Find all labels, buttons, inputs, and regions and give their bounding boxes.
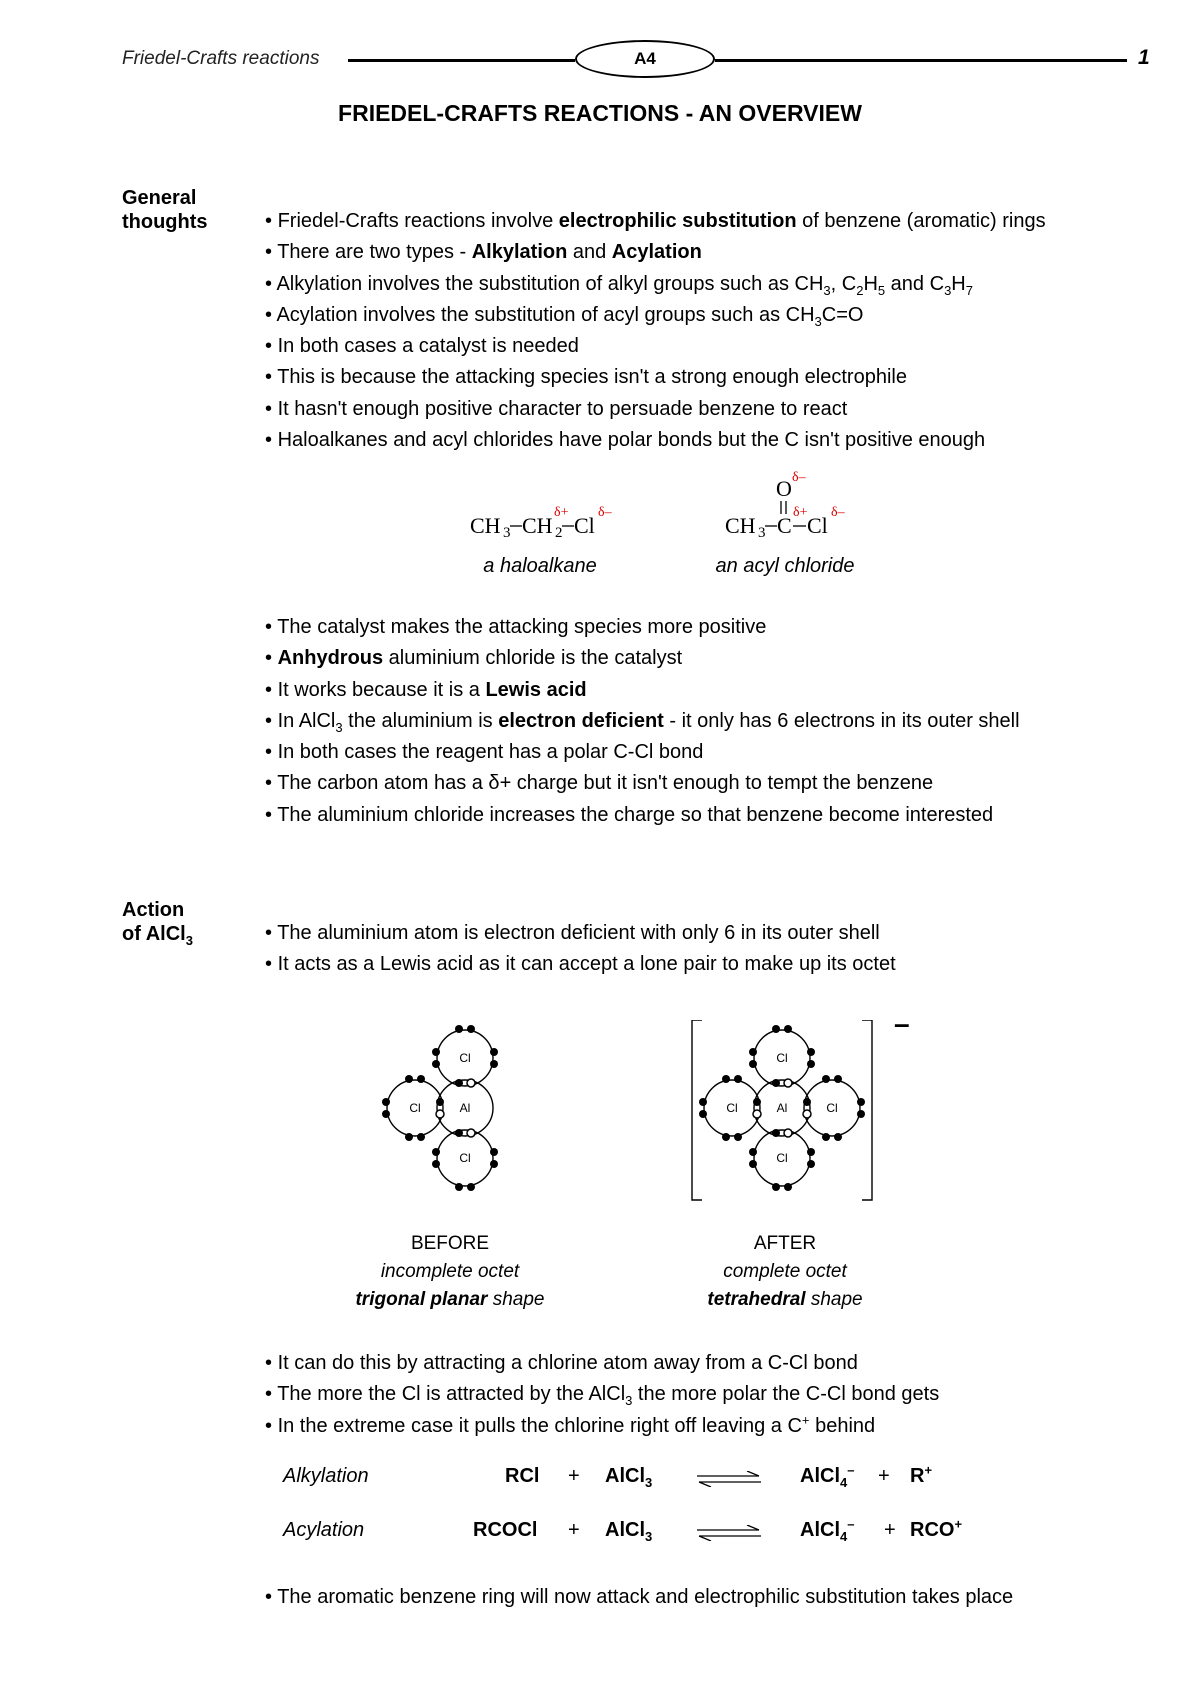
bullet-item: • In both cases a catalyst is needed [265,335,579,358]
electron-dot [803,1098,811,1106]
delta-minus-label: δ– [792,470,806,485]
electron-dot [772,1183,780,1191]
chlorine-atom-label: Cl [459,1151,471,1165]
aluminium-electron [784,1079,792,1087]
electron-dot [834,1133,842,1141]
aluminium-atom-label: Al [776,1101,788,1115]
section-code-badge [575,40,715,78]
bullet-item: • The carbon atom has a δ+ charge but it isn't enough to tempt the benzene [265,772,934,795]
plus-sign: + [884,1519,896,1541]
electron-dot [749,1148,757,1156]
final-bullet [265,1582,1013,1613]
electron-dot [455,1183,463,1191]
bullet-item: • In the extreme case it pulls the chlorine right off leaving a C+ behind [265,1411,876,1437]
bullet-item: • This is because the attacking species isn't a strong enough electrophile [265,366,907,389]
label-line-1: Action [122,899,185,921]
bullet-item: • Anhydrous aluminium chloride is the catalyst [265,647,683,670]
electron-dot [432,1160,440,1168]
label-line-2: thoughts [122,211,208,233]
haloalkane-bonds [470,495,620,555]
electron-dot [436,1098,444,1106]
chlorine-atom-label: Cl [726,1101,738,1115]
chlorine-atom-label: Cl [409,1101,421,1115]
delta-minus-label: δ– [598,505,612,520]
haloalkane-atom: Cl [574,513,595,538]
electron-dot [749,1160,757,1168]
equation-product-1: AlCl$_4$– [800,1462,855,1490]
equation-reactant: RCl [505,1465,540,1487]
electron-dot [753,1098,761,1106]
electron-dot [490,1048,498,1056]
equation-alkylation [0,1462,1200,1505]
electron-dot [432,1060,440,1068]
equation-name: Acylation [283,1519,365,1541]
bullet-item: • The aluminium chloride increases the charge so that benzene become interested [265,803,994,826]
electron-dot [699,1098,707,1106]
general-bullets [265,206,1046,456]
right-bracket [862,1020,872,1200]
acyl-atom: Cl [807,513,828,538]
electron-dot [807,1160,815,1168]
label-line-1: General [122,187,197,209]
before-shape: trigonal planar shape [355,1289,545,1310]
after-state: AFTER [753,1233,817,1254]
electron-dot [772,1129,780,1137]
aluminium-atom-label: Al [459,1101,471,1115]
left-bracket [692,1020,702,1200]
equation-name: Alkylation [283,1465,369,1487]
acyl-atom: O [776,476,792,501]
electron-dot [749,1048,757,1056]
electron-dot [432,1048,440,1056]
electron-dot [432,1148,440,1156]
electron-dot [734,1075,742,1083]
plus-sign: + [568,1519,580,1541]
delta-plus-label: δ+ [554,505,569,520]
section-label-action [122,898,193,946]
section-label-general [122,186,208,234]
header-rule-right [715,59,1127,62]
bullet-item: • In AlCl$_3$ the aluminium is electron deficient - it only has 6 electrons in its outer shell [265,709,1020,735]
tetrachloroaluminate-after [692,1020,872,1200]
acyl-atom: CH [725,513,756,538]
electron-dot [807,1148,815,1156]
electron-dot [784,1183,792,1191]
plus-sign: + [568,1465,580,1487]
plus-sign: + [878,1465,890,1487]
electron-dot [382,1110,390,1118]
electron-dot [722,1133,730,1141]
acyl-bonds [725,470,865,550]
aluminium-electron [436,1110,444,1118]
electron-dot [722,1075,730,1083]
bullet-item: • Acylation involves the substitution of acyl groups such as $CH_3C=O$ [265,303,864,329]
electron-dot [699,1110,707,1118]
aluminium-electron [784,1129,792,1137]
electron-dot [857,1110,865,1118]
electron-dot [405,1075,413,1083]
acyl-atom: C [777,513,792,538]
bullet-item: • It works because it is a Lewis acid [265,678,587,701]
catalyst-bullets [265,612,1020,831]
bullet-item: • It hasn't enough positive character to persuade benzene to react [265,397,848,420]
electron-dot [417,1075,425,1083]
bullet-item: • In both cases the reagent has a polar C-Cl bond [265,741,704,764]
acyl-sub: 3 [758,525,766,541]
electron-dot [490,1160,498,1168]
equation-product-2: RCO+ [910,1516,963,1541]
page-number: 1 [1138,46,1150,69]
aluminium-chloride-before [382,1025,498,1191]
electron-dot [772,1079,780,1087]
equation-reactant: RCOCl [473,1519,538,1541]
bullet-item: • The aluminium atom is electron deficient with only 6 in its outer shell [265,922,880,944]
header-rule-left [348,59,575,62]
acyl-caption: an acyl chloride [715,555,855,577]
electron-dot [834,1075,842,1083]
haloalkane-caption: a haloalkane [483,555,597,577]
haloalkane-atom: CH [522,513,553,538]
page-title: FRIEDEL-CRAFTS REACTIONS - AN OVERVIEW [338,100,862,126]
anion-charge: – [894,1008,910,1039]
equilibrium-arrow-icon [697,1471,761,1487]
equation-catalyst: AlCl$_3$ [605,1465,653,1490]
after-octet: complete octet [723,1261,847,1282]
bullet-item: • It can do this by attracting a chlorine atom away from a C-Cl bond [265,1352,858,1374]
electron-dot [807,1060,815,1068]
bullet-item: • Haloalkanes and acyl chlorides have polar bonds but the C isn't positive enough [265,429,986,452]
electron-dot [822,1133,830,1141]
electron-dot [734,1133,742,1141]
electron-dot [490,1060,498,1068]
bullet-item: • The more the Cl is attracted by the AlCl$_3$ the more polar the C-Cl bond gets [265,1383,940,1409]
electron-dot [467,1183,475,1191]
after-caption [680,1230,890,1314]
electron-dot [784,1025,792,1033]
aluminium-electron [467,1079,475,1087]
dot-cross-diagrams [370,1020,930,1220]
electron-dot [417,1133,425,1141]
label-line-2: of AlCl$_3$ [122,923,193,948]
electron-dot [857,1098,865,1106]
before-caption [350,1230,550,1314]
equation-product-2: R+ [910,1462,933,1487]
electron-dot [822,1075,830,1083]
bullet-item: • The catalyst makes the attacking species more positive [265,616,767,638]
haloalkane-sub: 2 [555,525,563,541]
aluminium-electron [803,1110,811,1118]
bullet-item: • Alkylation involves the substitution of alkyl groups such as $CH_3$, $C_2H_5$ and $C_3H_7$ [265,272,973,298]
bullet-item: • Friedel-Crafts reactions involve electrophilic substitution of benzene (aromatic) rings [265,210,1046,232]
mechanism-bullets [265,1348,939,1442]
aluminium-electron [753,1110,761,1118]
section-code: A4 [634,49,656,68]
before-state: BEFORE [410,1233,490,1254]
equilibrium-arrow-icon [697,1525,761,1541]
equation-product-1: AlCl$_4$– [800,1516,855,1544]
after-shape: tetrahedral shape [707,1289,863,1310]
electron-dot [382,1098,390,1106]
chlorine-atom-label: Cl [776,1151,788,1165]
electron-dot [455,1129,463,1137]
haloalkane-atom: CH [470,513,501,538]
electron-dot [405,1133,413,1141]
electron-dot [749,1060,757,1068]
electron-dot [772,1025,780,1033]
running-title: Friedel-Crafts reactions [122,48,320,69]
chlorine-atom-label: Cl [826,1101,838,1115]
electron-dot [455,1079,463,1087]
equation-catalyst: AlCl$_3$ [605,1519,653,1544]
electron-dot [467,1025,475,1033]
equation-acylation [0,1516,1200,1559]
aluminium-electron [467,1129,475,1137]
electron-dot [455,1025,463,1033]
electron-dot [490,1148,498,1156]
bullet-item: • It acts as a Lewis acid as it can accept a lone pair to make up its octet [265,953,896,976]
bullet-item: • There are two types - Alkylation and Acylation [265,241,702,264]
before-octet: incomplete octet [380,1261,520,1282]
chlorine-atom-label: Cl [459,1051,471,1065]
delta-plus-label: δ+ [793,505,808,520]
electron-dot [807,1048,815,1056]
delta-minus-label: δ– [831,505,845,520]
bullet-item: • The aromatic benzene ring will now attack and electrophilic substitution takes place [265,1586,1014,1608]
action-bullets [265,918,896,981]
equations [0,1462,1200,1585]
chlorine-atom-label: Cl [776,1051,788,1065]
haloalkane-sub: 3 [503,525,511,541]
